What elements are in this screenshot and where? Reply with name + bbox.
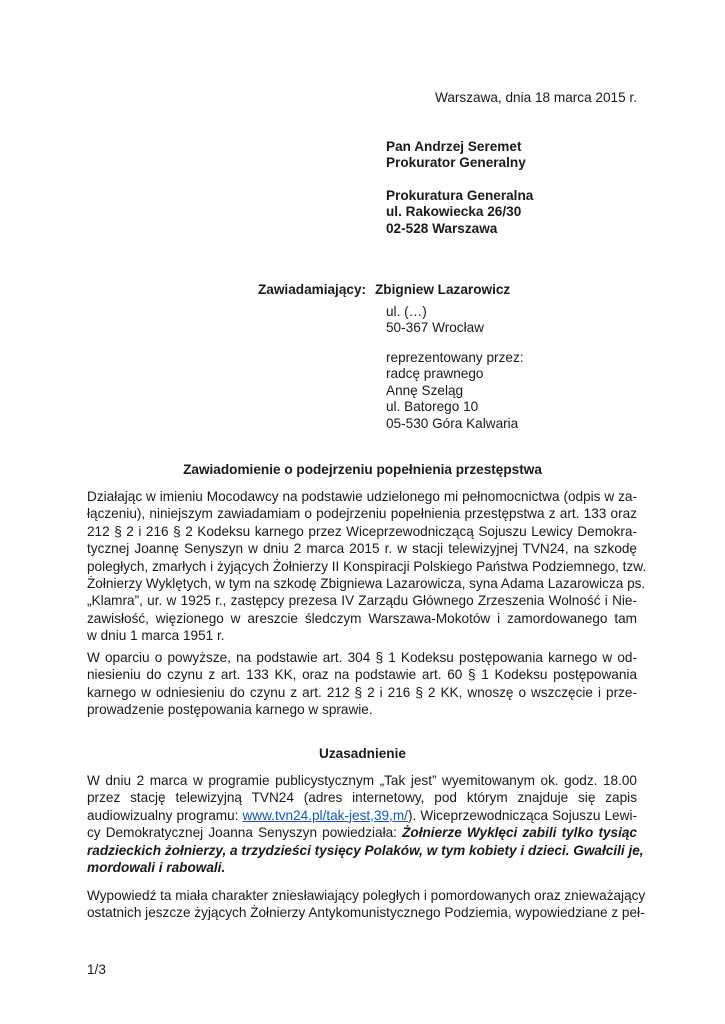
rep-street: ul. Batorego 10: [386, 399, 479, 415]
notifier-address: [386, 304, 484, 337]
notifier-label: Zawiadamiający:: [258, 282, 367, 297]
date-line: Warszawa, dnia 18 marca 2015 r.: [435, 90, 637, 105]
rep-role: radcę prawnego: [386, 366, 484, 382]
paragraph-line: karnego w odniesieniu do czynu z art. 212 § 2 i 216 § 2 KK, wnoszę o wszczęcie i prze-: [87, 684, 637, 700]
program-link[interactable]: www.tvn24.pl/tak-jest,39,m/: [242, 807, 408, 823]
rep-name: Annę Szeląg: [386, 382, 464, 398]
text-span: cy Demokratycznej Joanna Senyszyn powiedziała:: [87, 825, 403, 841]
paragraph-line: ostatnich jeszcze żyjących Żołnierzy Antykomunistycznego Podziemia, wypowiedziane z peł-: [87, 905, 645, 921]
paragraph-4: [87, 887, 646, 922]
text-span: ). Wiceprzewodnicząca Sojuszu Lewi-: [407, 807, 637, 823]
section-title: Uzasadnienie: [319, 746, 406, 761]
page-number: 1/3: [87, 962, 106, 977]
paragraph-2: [87, 649, 637, 719]
paragraph-line: Działając w imieniu Mocodawcy na podstawie udzielonego mi pełnomocnictwa (odpis w za-: [87, 489, 637, 504]
paragraph-line: zawisłość, więzionego w areszcie śledczym Warszawa-Mokotów i zamordowanego tam: [87, 610, 637, 626]
quote-line: mordowali i rabowali.: [87, 860, 226, 876]
represented-label: reprezentowany przez:: [386, 350, 524, 365]
quote-line: radzieckich żołnierzy, a trzydzieści tysięcy Polaków, w tym kobiety i dzieci. Gwałcili je,: [87, 842, 644, 858]
paragraph-3: [87, 772, 644, 876]
paragraph-line: łączeniu), niniejszym zawiadamiam o podejrzeniu popełnienia przestępstwa z art. 133 oraz: [87, 506, 637, 522]
representative-block: [386, 350, 524, 432]
recipient-city: 02-528 Warszawa: [386, 220, 498, 236]
paragraph-line: prowadzenie postępowania karnego w sprawie.: [87, 702, 373, 718]
document-title: Zawiadomienie o podejrzeniu popełnienia przestępstwa: [183, 462, 542, 477]
paragraph-line: niesieniu do czynu z art. 133 KK, oraz na podstawie art. 60 § 1 Kodeksu postępowania: [87, 667, 637, 683]
paragraph-line: [87, 807, 637, 824]
paragraph-line: 212 § 2 i 216 § 2 Kodeksu karnego przez Wiceprzewodniczącą Sojuszu Lewicy Demokra-: [87, 523, 637, 539]
notifier-city: 50-367 Wrocław: [386, 320, 484, 336]
paragraph-line: „Klamra”, ur. w 1925 r., zastępcy prezesa IV Zarządu Głównego Zrzeszenia Wolność i Nie-: [87, 593, 637, 609]
recipient-name: Pan Andrzej Seremet: [386, 139, 522, 154]
quote-text: Żołnierze Wyklęci zabili tylko tysiąc: [402, 825, 637, 841]
recipient-street: ul. Rakowiecka 26/30: [386, 204, 522, 220]
paragraph-line: W dniu 2 marca w programie publicystycznym „Tak jest” wyemitowanym ok. godz. 18.00: [87, 773, 637, 788]
notifier-street: ul. (…): [386, 304, 427, 319]
paragraph-line: w dniu 1 marca 1951 r.: [87, 628, 225, 644]
recipient-institution: Prokuratura Generalna: [386, 187, 534, 203]
paragraph-line: W oparciu o powyższe, na podstawie art. 304 § 1 Kodeksu postępowania karnego w od-: [87, 650, 637, 665]
rep-city: 05-530 Góra Kalwaria: [386, 415, 519, 431]
paragraph-line: Żołnierzy Wyklętych, w tym na szkodę Zbigniewa Lazarowicza, syna Adama Lazarowicza ps.: [87, 576, 646, 592]
paragraph-line: Wypowiedź ta miała charakter zniesławiający poległych i pomordowanych oraz znieważający: [87, 888, 646, 903]
recipient-block: [386, 139, 533, 237]
paragraph-line: poległych, zmarłych i żyjących Żołnierzy II Konspiracji Polskiego Państwa Podziemnego, tzw.: [87, 558, 647, 574]
paragraph-line: przez stację telewizyjną TVN24 (adres internetowy, pod którym znajduje się zapis: [87, 790, 637, 806]
notifier-name: Zbigniew Lazarowicz: [375, 282, 511, 297]
recipient-title: Prokurator Generalny: [386, 155, 526, 171]
paragraph-line: tycznej Joannę Senyszyn w dniu 2 marca 2015 r. w stacji telewizyjnej TVN24, na szkodę: [87, 541, 637, 557]
paragraph-1: [87, 488, 647, 645]
text-span: audiowizualny programu:: [87, 807, 243, 823]
paragraph-line: [87, 824, 637, 841]
